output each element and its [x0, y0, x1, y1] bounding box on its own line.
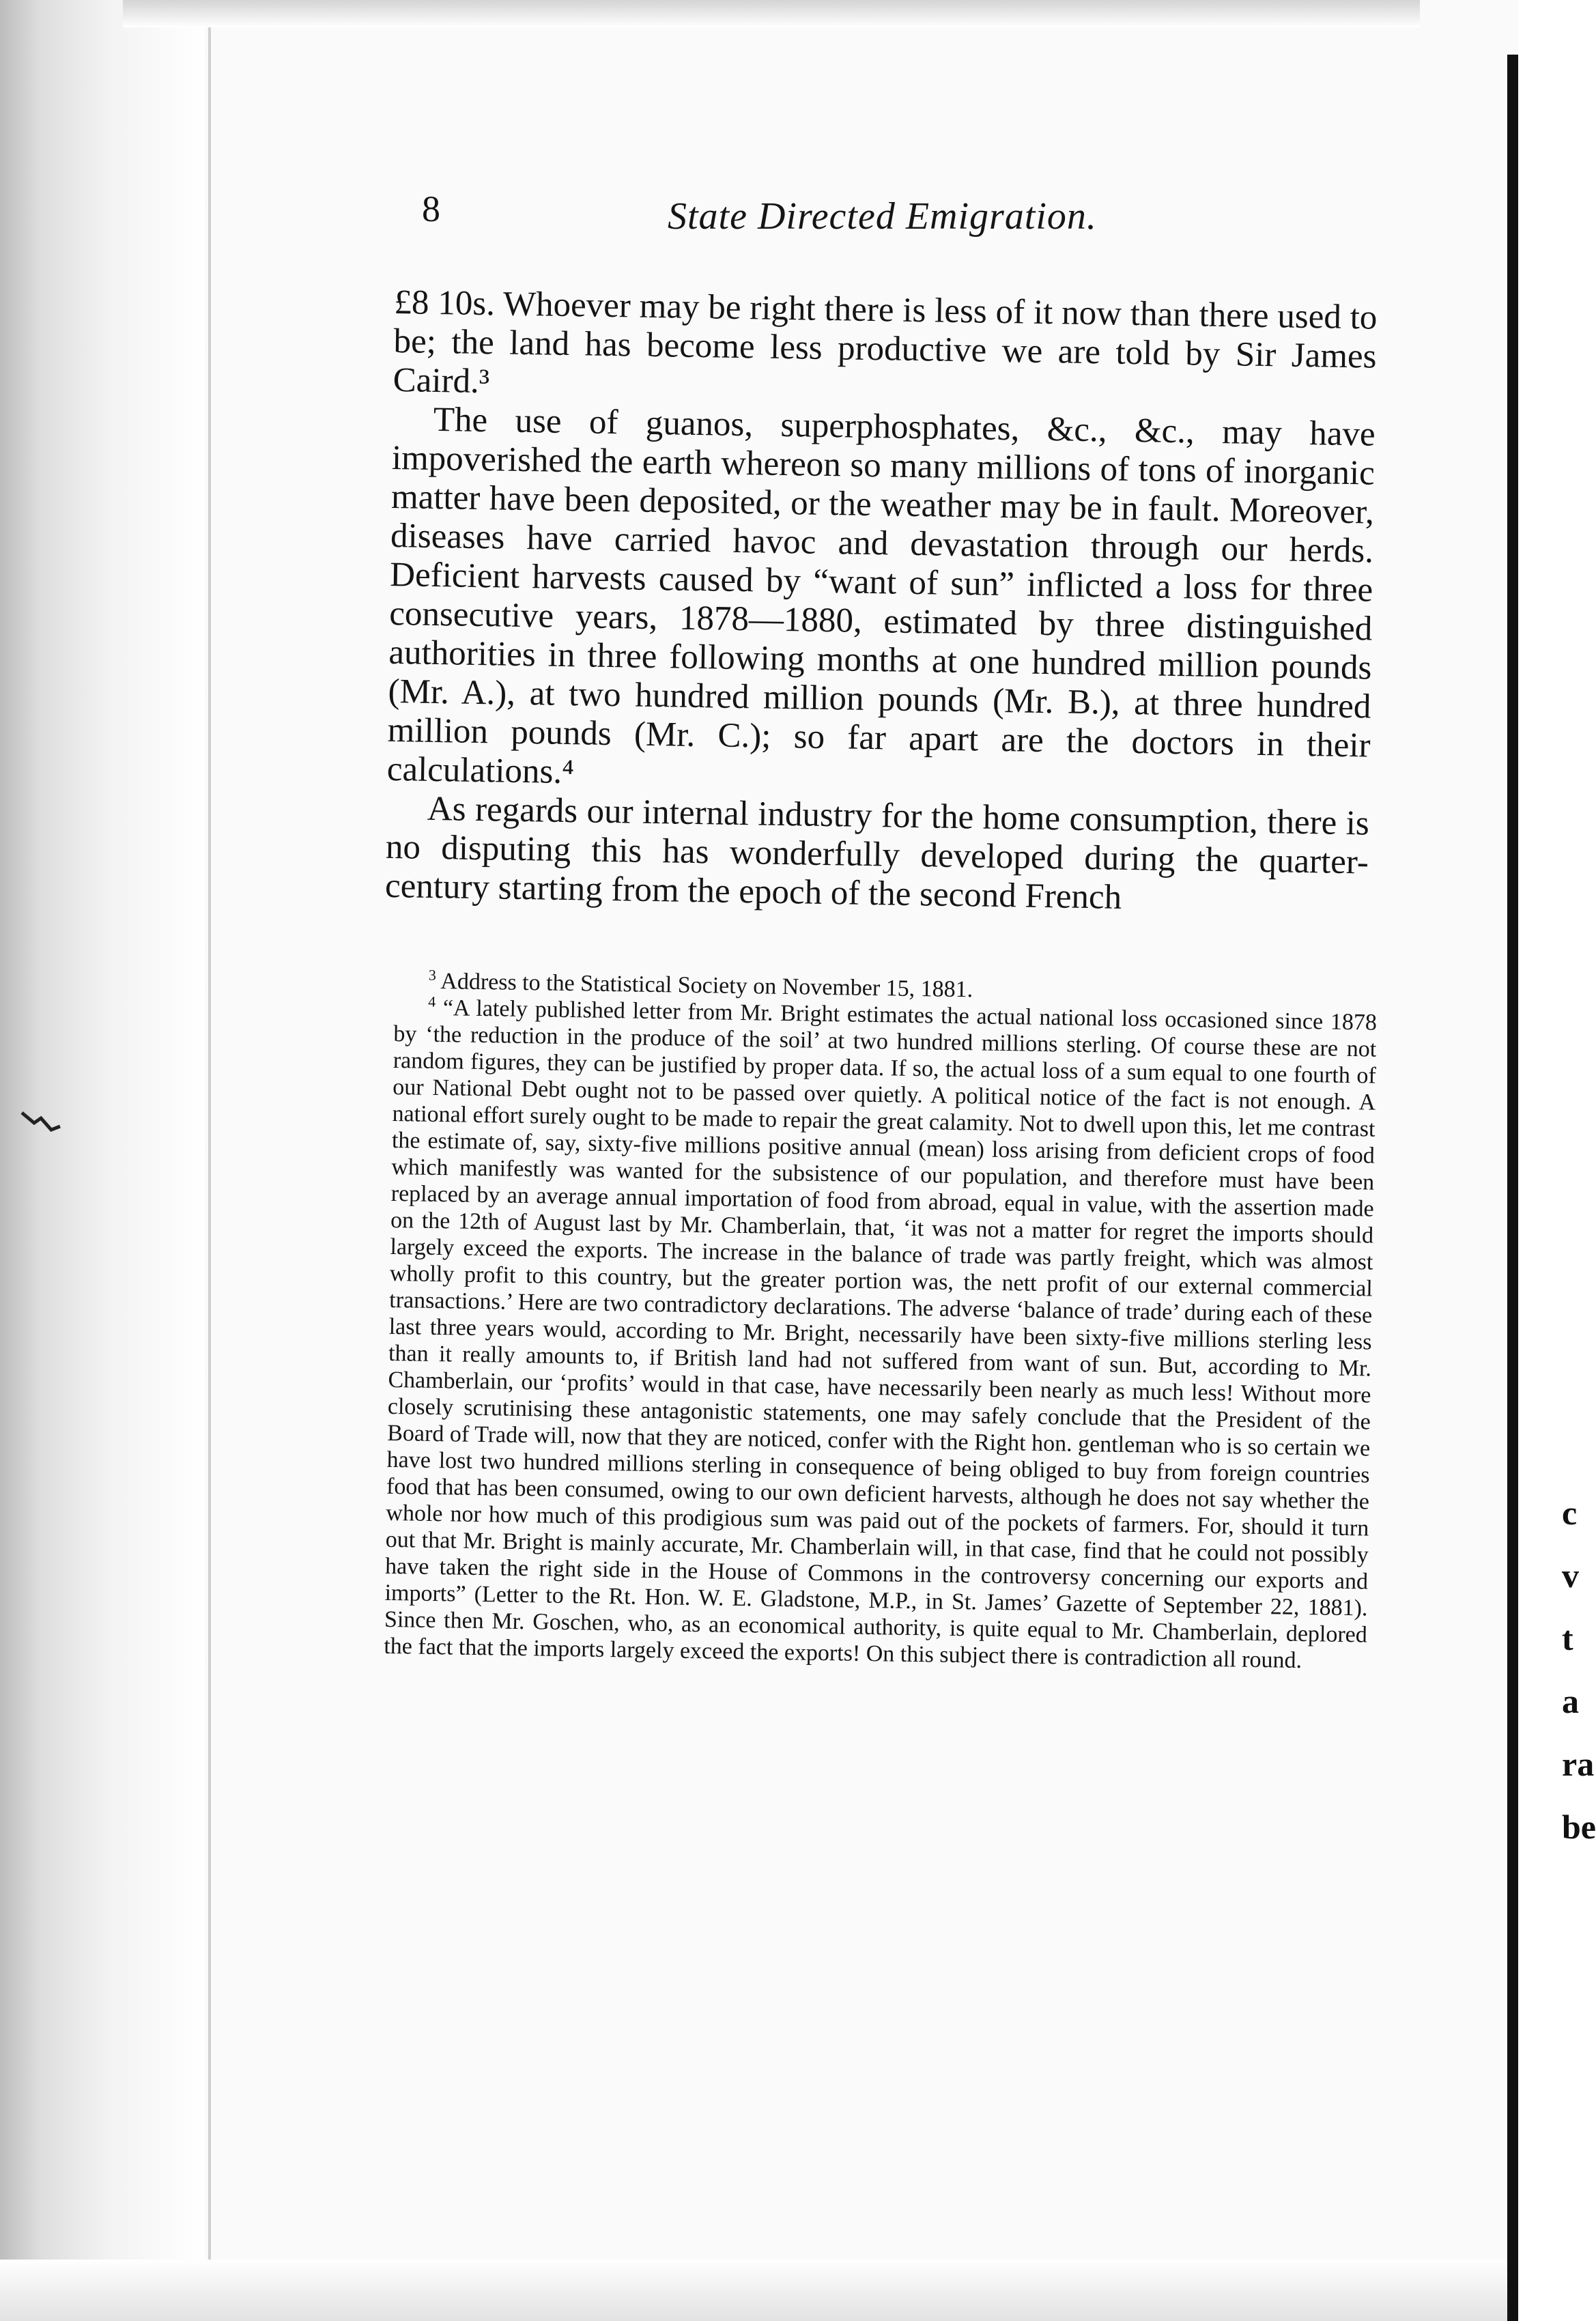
- page-left-edge: [208, 20, 211, 2301]
- footnote-4: [384, 994, 1377, 1675]
- fragment-line: v: [1562, 1556, 1579, 1595]
- paragraph-1: £8 10s. Whoever may be right there is less of it now than there used to be; the land has become less productive we are told by Sir James Caird.³: [393, 283, 1378, 401]
- main-text: [385, 283, 1378, 922]
- footnote-4-marker: 4: [428, 993, 436, 1010]
- footnotes: [384, 967, 1378, 1675]
- book-page: [384, 174, 1378, 1673]
- paragraph-3: As regards our internal industry for the home consumption, there is no disputing this has wonderfully developed during the quarter-century starting from the epoch of the second French: [384, 789, 1370, 917]
- page-number: 8: [422, 188, 440, 229]
- scan-top-shadow: [123, 0, 1420, 27]
- book-binding-shadow: [0, 0, 205, 2321]
- facing-page-fragments: [1562, 1481, 1596, 1858]
- fragment-line: be: [1562, 1808, 1596, 1846]
- paragraph-2: The use of guanos, superphosphates, &c., &c., may have impoverished the earth whereon so many millions of tons of inorganic matter have been deposited, or the weather may be in fault. Moreover, diseases have carried havoc and devastation through our herds. Deficient harvests caused by “want of sun” inflicted a loss for three consecutive years, 1878—1880, estimated by three distinguished authorities in three following months at one hundred million pounds (Mr. A.), at two hundred million pounds (Mr. B.), at three hundred million pounds (Mr. C.); so far apart are the doctors in their calculations.⁴: [386, 400, 1376, 792]
- footnote-3-text: Address to the Statistical Society on November 15, 1881.: [440, 969, 973, 1003]
- fragment-line: a: [1562, 1682, 1579, 1720]
- binding-mark-icon: [20, 1106, 61, 1140]
- facing-page-strip: [1518, 0, 1589, 2321]
- scan-bottom-shadow: [0, 2260, 1589, 2321]
- running-head: [395, 174, 1378, 256]
- fragment-line: t: [1562, 1619, 1573, 1657]
- footnote-3-marker: 3: [428, 966, 437, 984]
- fragment-line: c: [1562, 1494, 1578, 1532]
- facing-page-edge: [1507, 55, 1518, 2321]
- fragment-line: ra: [1562, 1745, 1595, 1783]
- running-title: State Directed Emigration.: [668, 195, 1097, 238]
- footnote-4-text: “A lately published letter from Mr. Bright estimates the actual national loss occasioned since 1878 by ‘the reduction in the produce of the soil’ at two hundred millions sterling. Of course these are not random figures, they can be justified by proper data. If so, the actual loss of a sum equal to one fourth of our National Debt ought not to be passed over quietly. A political notice of the fact is not enough. A national effort surely ought to be made to repair the great calamity. Not to dwell upon this, let me contrast the estimate of, say, sixty-five millions positive annual (mean) loss arising from deficient crops of food which manifestly was wanted for the subsistence of our population, and therefore must have been replaced by an average annual importation of food from abroad, equal in value, with the assertion made on the 12th of August last by Mr. Chamberlain, that, ‘it was not a matter for regret the imports should largely exceed the exports. The increase in the balance of trade was partly freight, which was almost wholly profit to this country, but the greater portion was, the nett profit of our external commercial transactions.’ Here are two contradictory declarations. The adverse ‘balance of trade’ during each of these last three years would, according to Mr. Bright, necessarily have been sixty-five millions sterling less than it really amounts to, if British land had not suffered from want of sun. But, according to Mr. Chamberlain, our ‘profits’ would in that case, have necessarily been nearly as much less! Without more closely scrutinising these antagonistic statements, one may safely conclude that the President of the Board of Trade will, now that they are noticed, confer with the Right hon. gentleman who is so certain we have lost two hundred millions sterling in consequence of being obliged to buy from foreign countries food that has been consumed, owing to our own deficient harvests, although he does not say whether the whole nor how much of this prodigious sum was paid out of the pockets of farmers. For, should it turn out that Mr. Bright is mainly accurate, Mr. Chamberlain will, in that case, find that he could not possibly have taken the right side in the House of Commons in the controversy concerning our exports and imports” (Letter to the Rt. Hon. W. E. Gladstone, M.P., in St. James’ Gazette of September 22, 1881). Since then Mr. Goschen, who, as an economical authority, is quite equal to Mr. Chamberlain, deplored the fact that the imports largely exceed the exports! On this subject there is contradiction all round.: [384, 995, 1378, 1673]
